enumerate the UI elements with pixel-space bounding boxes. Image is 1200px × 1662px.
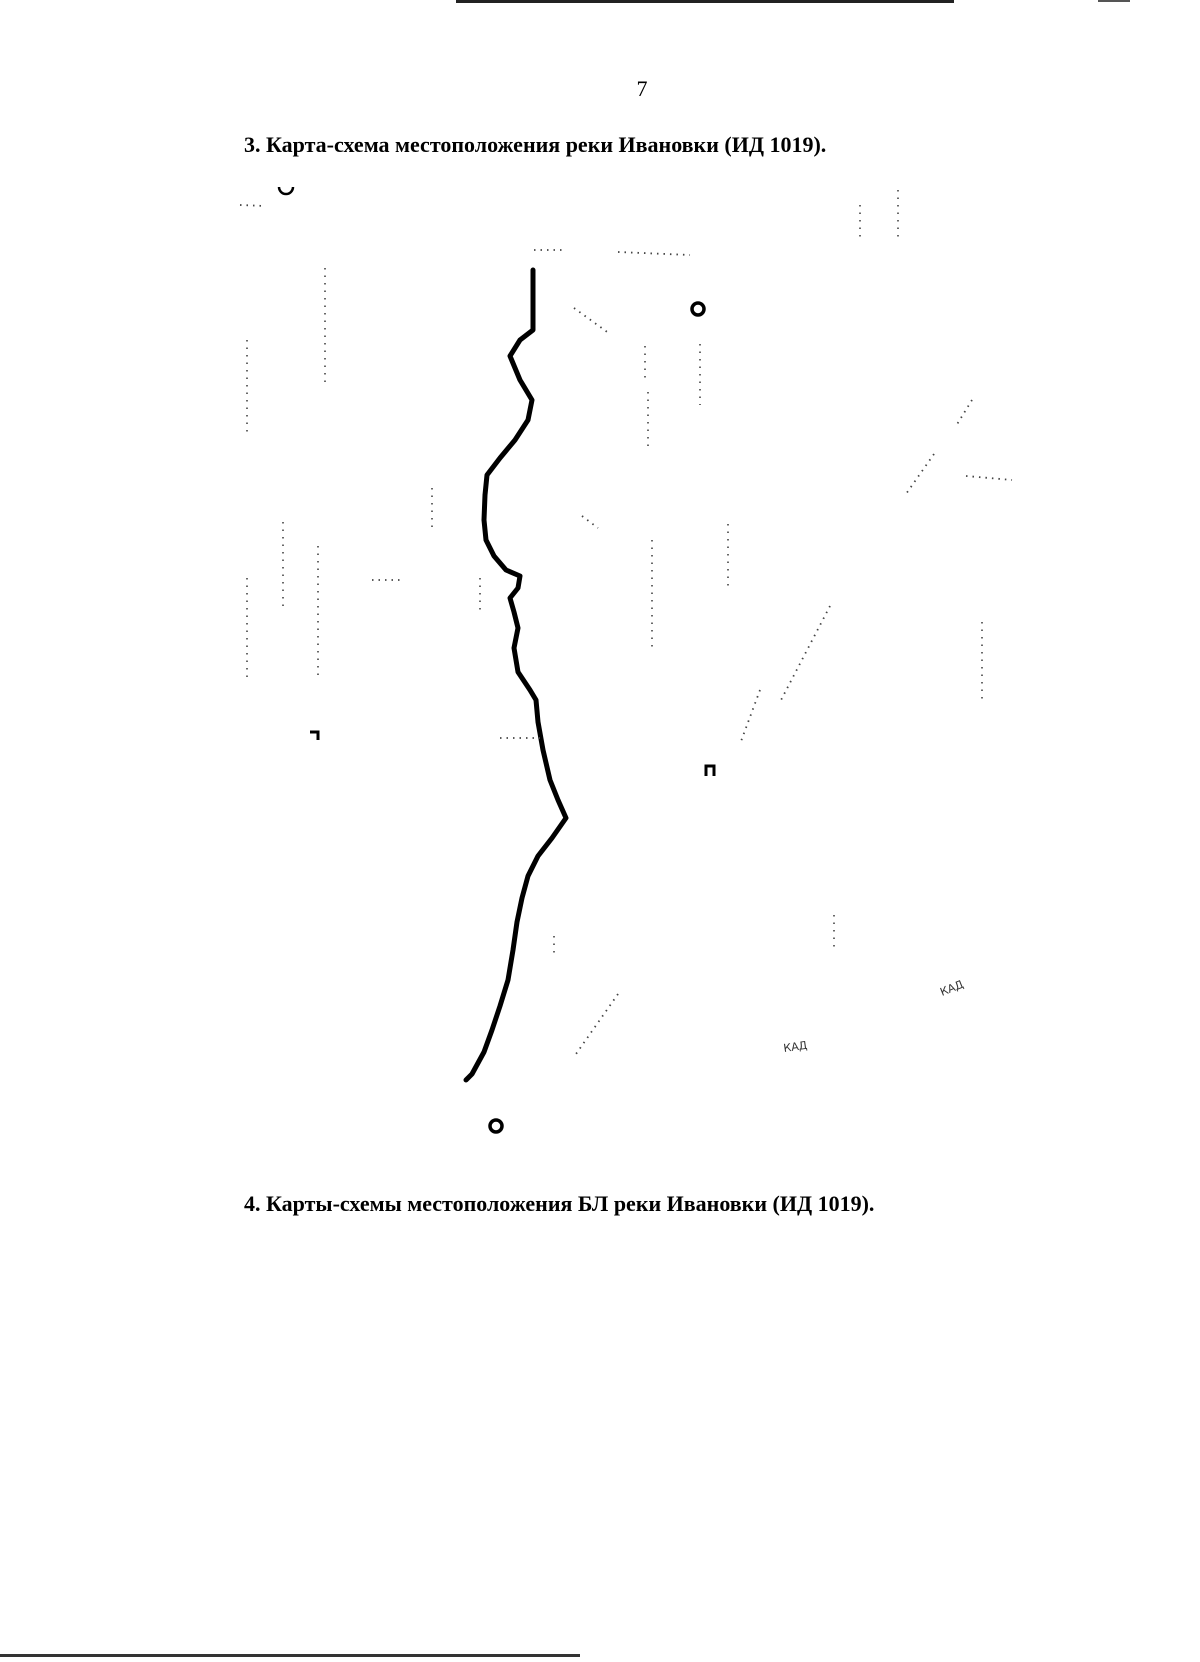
top-rule-fragment bbox=[1098, 0, 1130, 2]
page-number: 7 bbox=[636, 76, 648, 101]
dotted-diagonals bbox=[240, 205, 1012, 1054]
ring-marker-upper bbox=[692, 303, 704, 315]
ring-marker-top-left bbox=[279, 187, 293, 194]
section-heading-map-schemes-bl: 4. Карты-схемы местоположения БЛ реки Ивановки (ИД 1019). bbox=[244, 1191, 875, 1216]
map-label-kad-center: КАД bbox=[782, 1038, 809, 1055]
section-heading-map-scheme: 3. Карта-схема местоположения реки Ивановки (ИД 1019). bbox=[244, 132, 827, 157]
bracket-marker-right bbox=[706, 766, 714, 776]
map-label-kad-right: КАД bbox=[938, 977, 966, 999]
river-path bbox=[466, 270, 566, 1080]
bottom-rule bbox=[0, 1654, 580, 1657]
top-rule bbox=[456, 0, 954, 3]
bracket-marker-left bbox=[310, 732, 318, 740]
ring-marker-bottom bbox=[490, 1120, 502, 1132]
dotted-lines bbox=[247, 190, 982, 956]
